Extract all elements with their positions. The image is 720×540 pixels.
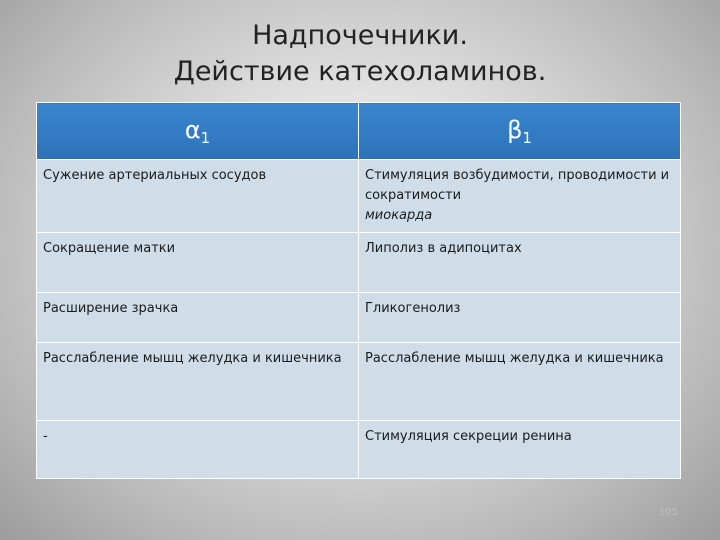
header-alpha1 [37, 103, 359, 160]
header-alpha1-symbol: α [184, 115, 201, 144]
table-row [37, 293, 681, 343]
beta1-cell [359, 160, 681, 233]
table-row [37, 160, 681, 233]
table-row [37, 343, 681, 421]
title-line-2: Действие катехоламинов. [173, 56, 547, 87]
beta1-cell-italic: миокарда [365, 208, 433, 223]
alpha1-cell: Расширение зрачка [37, 293, 359, 343]
header-beta1-subscript: 1 [522, 128, 532, 147]
header-beta1 [359, 103, 681, 160]
title-line-1: Надпочечники. [252, 20, 468, 51]
alpha1-cell: Сужение артериальных сосудов [37, 160, 359, 233]
slide-title [0, 18, 720, 90]
table-row [37, 421, 681, 479]
beta1-cell: Расслабление мышц желудка и кишечника [359, 343, 681, 421]
catecholamine-table [36, 102, 681, 479]
table-row [37, 233, 681, 293]
alpha1-cell: - [37, 421, 359, 479]
header-beta1-symbol: β [507, 115, 523, 144]
beta1-cell-text: Стимуляция возбудимости, проводимости и сократимости [365, 168, 670, 203]
beta1-cell: Гликогенолиз [359, 293, 681, 343]
beta1-cell: Стимуляция секреции ренина [359, 421, 681, 479]
header-alpha1-subscript: 1 [200, 128, 211, 147]
beta1-cell: Липолиз в адипоцитах [359, 233, 681, 293]
alpha1-cell: Сокращение матки [37, 233, 359, 293]
header-row [37, 103, 681, 160]
alpha1-cell: Расслабление мышц желудка и кишечника [37, 343, 359, 421]
page-number: 105 [658, 507, 678, 518]
